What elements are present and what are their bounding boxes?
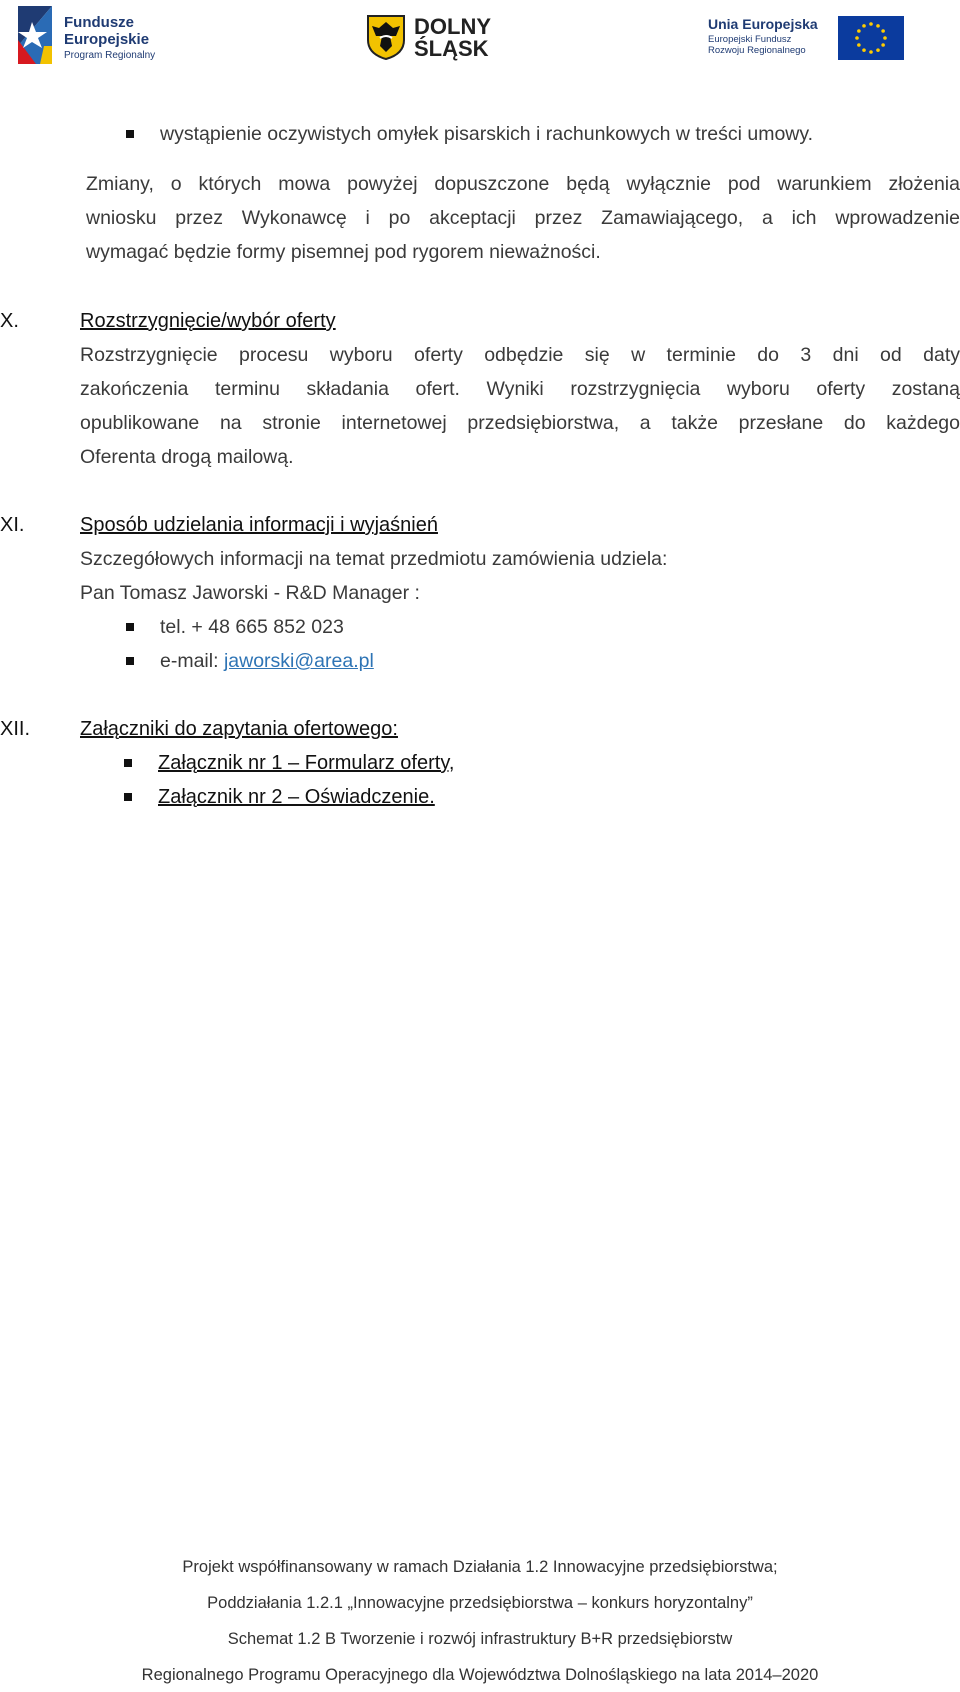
ue-logo-sub2: Rozwoju Regionalnego (708, 45, 806, 56)
body-line: Oferenta drogą mailową. (80, 446, 294, 468)
footer-line: Poddziałania 1.2.1 „Innowacyjne przedsiębiorstwa – konkurs horyzontalny” (207, 1594, 753, 1612)
dolny-slask-logo (366, 14, 506, 62)
phone-text: tel. + 48 665 852 023 (160, 616, 344, 638)
section-xi-body (80, 542, 960, 610)
eu-star (876, 24, 880, 28)
contact-person: Pan Tomasz Jaworski - R&D Manager : (80, 582, 420, 604)
bullet-icon (126, 623, 134, 631)
email-item (160, 644, 374, 678)
bullet-icon (126, 657, 134, 665)
bullet-icon (124, 793, 132, 801)
list-item-text: wystąpienie oczywistych omyłek pisarskich i rachunkowych w treści umowy. (160, 123, 814, 145)
phone-item (160, 610, 344, 644)
intro-line: wymagać będzie formy pisemnej pod rygorem nieważności. (86, 241, 601, 263)
info-line: Szczegółowych informacji na temat przedmiotu zamówienia udziela: (80, 548, 668, 570)
eu-star (855, 36, 859, 40)
bullet-icon (126, 130, 134, 138)
email-label: e-mail: (160, 650, 224, 672)
body-line: Rozstrzygnięcie procesu wyboru oferty odbędzie się w terminie do 3 dni od daty (80, 344, 960, 366)
eu-star (857, 43, 861, 47)
list-item (160, 117, 813, 151)
unia-europejska-logo (708, 14, 904, 62)
section-number: XI. (0, 514, 25, 536)
section-xi-heading (0, 508, 960, 542)
eu-flag-icon (838, 16, 904, 60)
section-x-heading (0, 304, 960, 338)
section-xii-heading (0, 712, 960, 746)
fe-logo-line1: Fundusze (64, 14, 134, 31)
eu-star (881, 29, 885, 33)
eu-star (876, 48, 880, 52)
ds-logo-line1: DOLNY (414, 14, 491, 39)
intro-paragraph (86, 167, 960, 269)
fe-logo-line2: Europejskie (64, 31, 150, 48)
attachment-label: Załącznik nr 2 – Oświadczenie. (158, 786, 435, 808)
eagle-shield-icon (366, 14, 406, 60)
section-number: X. (0, 310, 19, 332)
email-link[interactable]: jaworski@area.pl (223, 650, 374, 672)
section-title: Rozstrzygnięcie/wybór oferty (80, 310, 336, 332)
section-x-body (80, 338, 960, 474)
eu-star (883, 36, 887, 40)
eu-star (869, 22, 873, 26)
section-title: Sposób udzielania informacji i wyjaśnień (80, 514, 438, 536)
section-title: Załączniki do zapytania ofertowego: (80, 718, 398, 740)
fe-star-icon (18, 6, 58, 66)
footer-line: Schemat 1.2 B Tworzenie i rozwój infrastruktury B+R przedsiębiorstw (227, 1630, 733, 1648)
eu-star (869, 50, 873, 54)
body-line: opublikowane na stronie internetowej przedsiębiorstwa, a także przesłane do każdego (80, 412, 960, 434)
eu-star (881, 43, 885, 47)
attachment-label: Załącznik nr 1 – Formularz oferty, (158, 752, 455, 774)
bullet-icon (124, 759, 132, 767)
ue-logo-name: Unia Europejska (708, 16, 818, 32)
fundusze-europejskie-logo (18, 4, 168, 68)
intro-line: Zmiany, o których mowa powyżej dopuszczone będą wyłącznie pod warunkiem złożenia (86, 173, 960, 195)
intro-line: wniosku przez Wykonawcę i po akceptacji przez Zamawiającego, a ich wprowadzenie (86, 207, 960, 229)
ue-logo-sub1: Europejski Fundusz (708, 34, 792, 45)
ds-logo-line2: ŚLĄSK (414, 36, 489, 61)
fe-logo-sub: Program Regionalny (64, 50, 156, 61)
footer-line: Projekt współfinansowany w ramach Działania 1.2 Innowacyjne przedsiębiorstwa; (182, 1558, 778, 1576)
attachment-item (158, 746, 454, 780)
eu-star (857, 29, 861, 33)
attachment-item (158, 780, 435, 814)
body-line: zakończenia terminu składania ofert. Wyniki rozstrzygnięcia wyboru oferty zostaną (80, 378, 960, 400)
footer-line: Regionalnego Programu Operacyjnego dla Województwa Dolnośląskiego na lata 2014–2020 (141, 1666, 819, 1684)
eu-star (862, 24, 866, 28)
section-number: XII. (0, 718, 31, 740)
eu-star (862, 48, 866, 52)
